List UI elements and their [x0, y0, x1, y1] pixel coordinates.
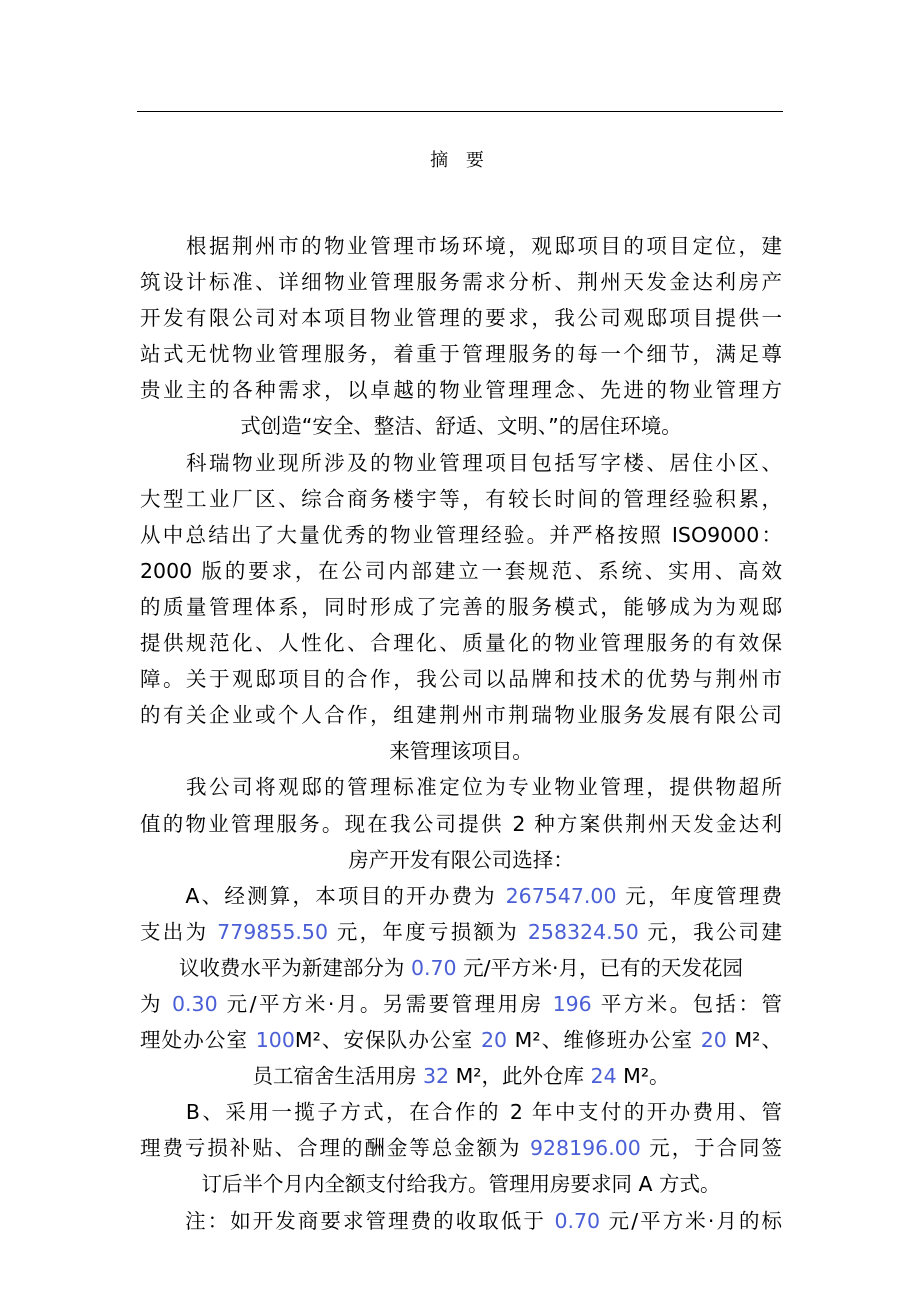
text-segment: 元，年度亏损额为: [328, 919, 528, 944]
amount-value: 928196.00: [529, 1136, 641, 1161]
text-line: 房产开发有限公司选择：: [348, 847, 574, 872]
text-segment: 元，年度管理费: [616, 883, 782, 908]
text-line: [140, 1130, 782, 1166]
text-line: 根据荆州市的物业管理市场环境，观邸项目的项目定位，建: [140, 234, 782, 258]
text-line: 的质量管理体系，同时形成了完善的服务模式，能够成为为观邸: [140, 594, 782, 619]
text-segment: 支出为: [140, 919, 218, 944]
text-segment: M²、: [726, 1028, 782, 1053]
text-line: 来管理该项目。: [389, 739, 533, 764]
text-line: [140, 986, 782, 1022]
amount-value: 20: [480, 1028, 508, 1053]
text-line: 开发有限公司对本项目物业管理的要求，我公司观邸项目提供一: [140, 306, 782, 331]
text-line: [140, 1058, 782, 1094]
text-segment: M²、安保队办公室: [294, 1028, 481, 1053]
amount-value: 0.70: [554, 1208, 601, 1233]
text-line: B、采用一揽子方式，在合作的 2 年中支付的开办费用、管: [140, 1100, 782, 1125]
amount-value: 100: [255, 1028, 295, 1053]
text-segment: 注：如开发商要求管理费的收取低于: [140, 1208, 555, 1233]
text-segment: 元/平方米·月。另需要管理用房: [217, 991, 553, 1016]
text-segment: 元/平方米·月，已有的天发花园: [456, 955, 744, 980]
text-segment: 理处办公室: [140, 1028, 256, 1053]
amount-value: 20: [700, 1028, 727, 1053]
amount-value: 32: [422, 1064, 450, 1089]
amount-value: 196: [552, 991, 592, 1016]
text-line: 科瑞物业现所涉及的物业管理项目包括写字楼、居住小区、: [140, 450, 782, 475]
text-segment: 议收费水平为新建部分为: [178, 955, 411, 980]
document-body: [140, 228, 782, 1239]
text-segment: 元，于合同签: [640, 1136, 782, 1161]
amount-value: 24: [590, 1064, 617, 1089]
amount-value: 0.70: [410, 955, 457, 980]
text-segment: 理费亏损补贴、合理的酬金等总金额为: [140, 1136, 530, 1161]
text-line: 值的物业管理服务。现在我公司提供 2 种方案供荆州天发金达利: [140, 811, 782, 836]
text-line: 2000 版的要求，在公司内部建立一套规范、系统、实用、高效: [140, 558, 782, 583]
text-line: [140, 914, 782, 950]
amount-value: 779855.50: [217, 919, 329, 944]
text-line: 站式无忧物业管理服务，着重于管理服务的每一个细节，满足尊: [140, 342, 782, 367]
text-line: 式创造“安全、整洁、舒适、文明、”的居住环境。: [240, 414, 682, 439]
text-segment: 平方米。包括：管: [591, 991, 782, 1016]
text-line: [140, 878, 782, 914]
header-rule: [137, 111, 783, 112]
text-line: 大型工业厂区、综合商务楼宇等，有较长时间的管理经验积累，: [140, 486, 782, 511]
text-line: 订后半个月内全额支付给我方。管理用房要求同 A 方式。: [201, 1172, 721, 1197]
text-segment: M²、维修班办公室: [507, 1028, 701, 1053]
text-segment: 为: [140, 991, 172, 1016]
text-segment: M²，此外仓库: [449, 1064, 591, 1089]
text-segment: 元，我公司建: [638, 919, 782, 944]
text-line: 贵业主的各种需求，以卓越的物业管理理念、先进的物业管理方: [140, 378, 782, 403]
text-line: [140, 1022, 782, 1058]
text-line: 从中总结出了大量优秀的物业管理经验。并严格按照 ISO9000：: [140, 522, 782, 547]
text-segment: M²。: [616, 1064, 670, 1089]
text-segment: A、经测算，本项目的开办费为: [140, 883, 506, 908]
page-title: 摘 要: [430, 150, 490, 171]
text-line: 提供规范化、人性化、合理化、质量化的物业管理服务的有效保: [140, 631, 782, 656]
text-line: 的有关企业或个人合作，组建荆州市荆瑞物业服务发展有限公司: [140, 703, 782, 728]
text-line: 筑设计标准、详细物业管理服务需求分析、荆州天发金达利房产: [140, 270, 782, 295]
text-line: 障。关于观邸项目的合作，我公司以品牌和技术的优势与荆州市: [140, 667, 782, 692]
text-line: [140, 950, 782, 986]
amount-value: 0.30: [171, 991, 218, 1016]
amount-value: 267547.00: [505, 883, 617, 908]
amount-value: 258324.50: [527, 919, 639, 944]
text-line: [140, 1203, 782, 1239]
text-segment: 员工宿舍生活用房: [252, 1064, 423, 1089]
text-segment: 元/平方米·月的标: [600, 1208, 782, 1233]
text-line: 我公司将观邸的管理标准定位为专业物业管理，提供物超所: [140, 775, 782, 800]
